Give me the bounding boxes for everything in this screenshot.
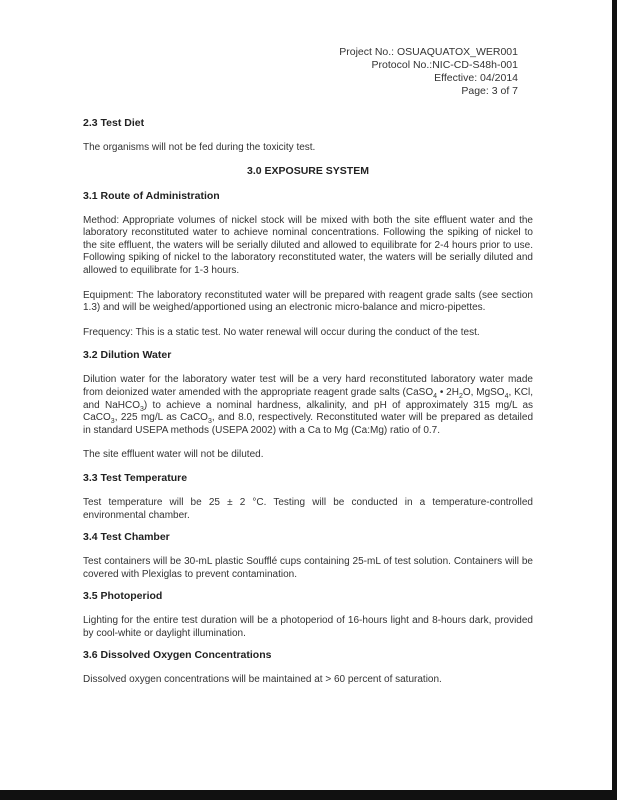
section-heading-test-diet: 2.3 Test Diet bbox=[83, 117, 145, 129]
scan-edge-right bbox=[612, 0, 617, 800]
section-heading-route: 3.1 Route of Administration bbox=[83, 189, 220, 202]
section-heading-dissolved-oxygen: 3.6 Dissolved Oxygen Concentrations bbox=[83, 649, 272, 662]
section-title-exposure-system: 3.0 EXPOSURE SYSTEM bbox=[247, 164, 369, 177]
paragraph: Test temperature will be 25 ± 2 °C. Testing will be conducted in a temperature-controlled environmental chamber. bbox=[83, 496, 533, 521]
document-body bbox=[83, 117, 533, 687]
paragraph: Test containers will be 30-mL plastic Soufflé cups containing 25-mL of test solution. Containers will be covered with Plexiglas to prevent contamination. bbox=[83, 556, 533, 580]
scan-edge-bottom bbox=[0, 790, 617, 800]
paragraph: Lighting for the entire test duration will be a photoperiod of 16-hours light and 8-hours dark, provided by cool-white or daylight illumination. bbox=[83, 615, 533, 639]
paragraph: The organisms will not be fed during the toxicity test. bbox=[83, 142, 316, 153]
page-number: Page: 3 of 7 bbox=[461, 85, 518, 97]
section-heading-photoperiod: 3.5 Photoperiod bbox=[83, 590, 163, 603]
section-heading-temperature: 3.3 Test Temperature bbox=[83, 471, 188, 484]
paragraph: Frequency: This is a static test. No water renewal will occur during the conduct of the test. bbox=[83, 326, 480, 338]
paragraph: Dissolved oxygen concentrations will be maintained at > 60 percent of saturation. bbox=[83, 674, 442, 686]
paragraph: Dilution water for the laboratory water test will be a very hard reconstituted laboratory water made from deionized water amended with the appropriate reagent grade salts (CaSO$_4$ • $2H_2O$, MgSO$_4$, KCl, and NaHCO$_3$) to achieve a nominal hardness, alkalinity, and pH of approximately 315 mg/L as CaCO$_3$, 225 mg/L as CaCO$_3$, and 8.0, respectively. Reconstituted water will be prepared as detailed in standard USEPA methods (USEPA 2002) with a Ca to Mg (Ca:Mg) ratio of 0.7. bbox=[83, 374, 534, 436]
project-number: Project No.: OSUAQUATOX_WER001 bbox=[339, 46, 518, 58]
paragraph: Equipment: The laboratory reconstituted water will be prepared with reagent grade salts (see section 1.3) and will be weighed/apportioned using an electronic micro-balance and micro-pipettes. bbox=[83, 289, 533, 314]
effective-date: Effective: 04/2014 bbox=[434, 72, 518, 84]
protocol-number: Protocol No.:NIC-CD-S48h-001 bbox=[371, 59, 518, 71]
paragraph: Method: Appropriate volumes of nickel stock will be mixed with both the site effluent water and the laboratory reconstituted water to achieve nominal concentrations. Following the spiking of nickel to the site effluent, the waters will be serially diluted and allowed to equilibrate for 2-4 hours prior to use. Following spiking of nickel to the laboratory reconstituted water, the waters will be serially diluted and allowed to equilibrate for 1-3 hours. bbox=[83, 214, 533, 276]
paragraph: The site effluent water will not be diluted. bbox=[83, 449, 264, 461]
document-header bbox=[339, 46, 518, 98]
section-heading-dilution: 3.2 Dilution Water bbox=[83, 349, 172, 362]
section-heading-chamber: 3.4 Test Chamber bbox=[83, 531, 170, 544]
